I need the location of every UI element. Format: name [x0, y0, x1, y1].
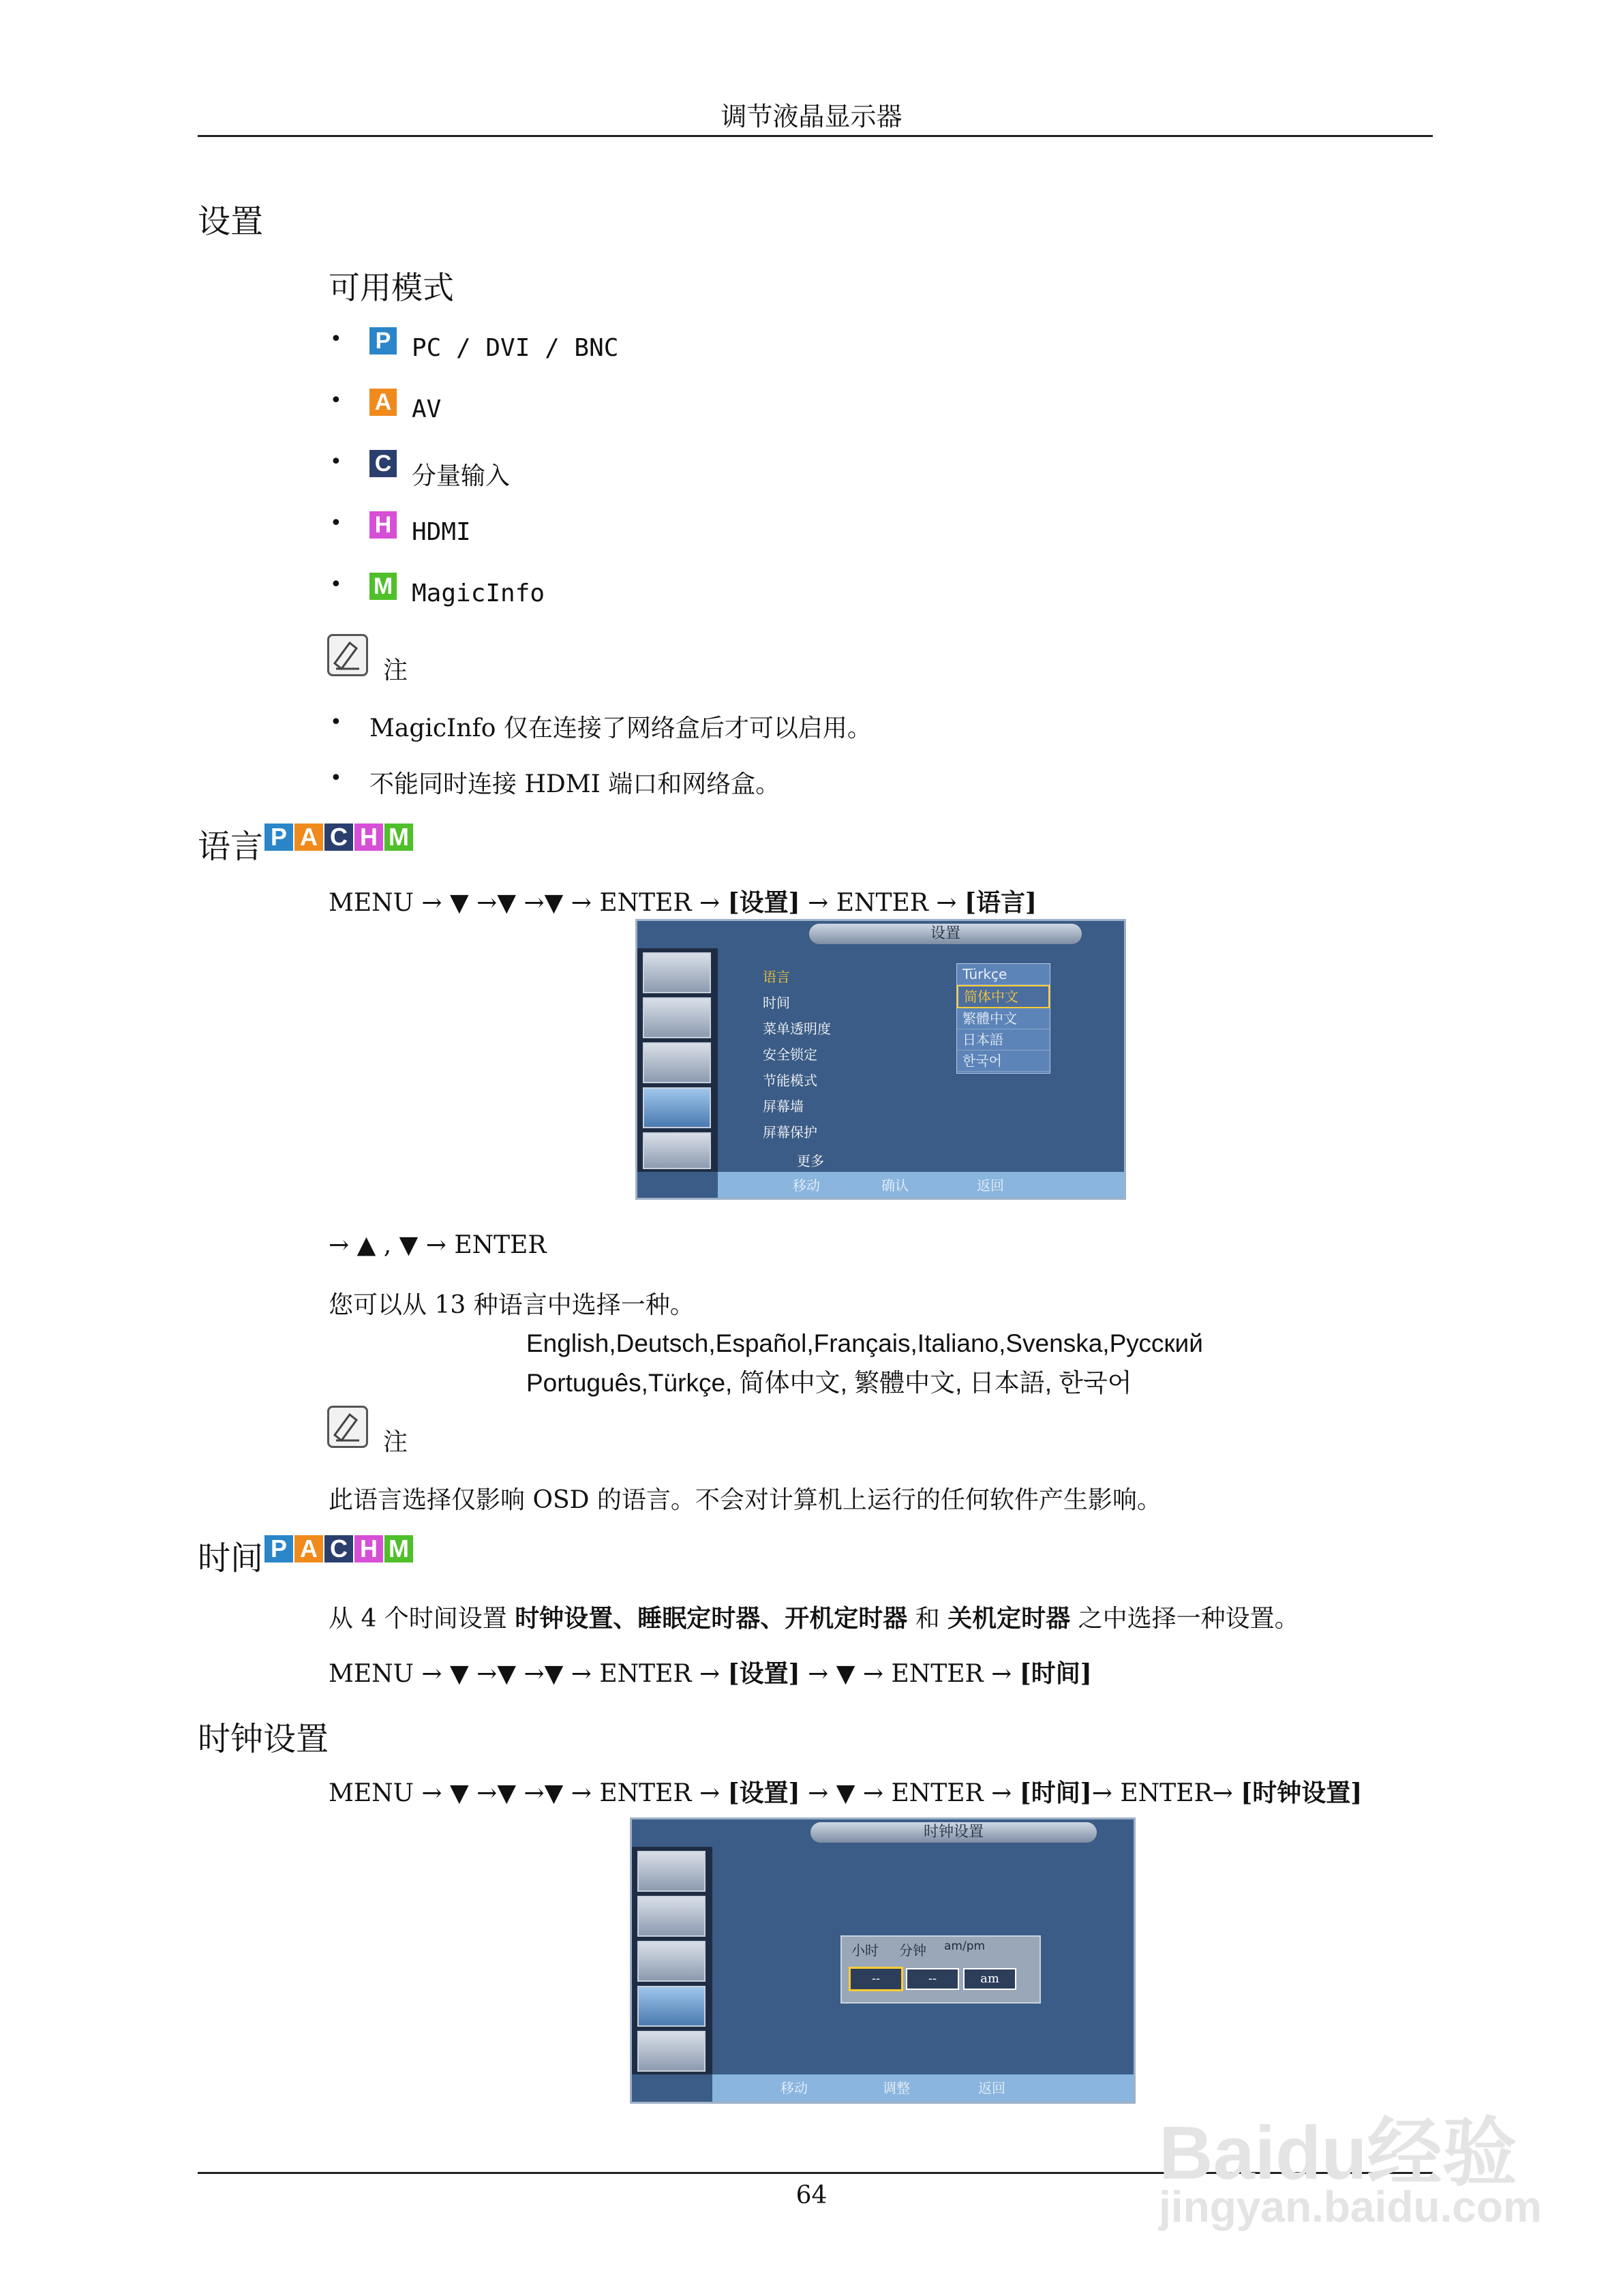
osd-language-screenshot: [635, 919, 1126, 1200]
osd-more-item[interactable]: 更多: [797, 1153, 824, 1169]
bullet: •: [330, 511, 342, 535]
bullet: •: [330, 450, 342, 474]
osd-footer: [718, 1172, 1126, 1199]
osd-footer: [712, 2074, 1136, 2102]
bullet: •: [330, 327, 342, 351]
osd-title: 时钟设置: [810, 1822, 1097, 1843]
section-title-time: 时间: [198, 1539, 264, 1577]
path-text: → ENTER →: [808, 889, 957, 917]
osd-footer-move: 移动: [780, 2080, 808, 2096]
language-list-line-2: Português,Türkçe, 简体中文, 繁體中文, 日本語, 한국어: [526, 1369, 1132, 1397]
page-header-title: 调节液晶显示器: [721, 102, 902, 132]
section-title-setup: 设置: [198, 202, 264, 241]
osd-footer-return: 返回: [978, 2080, 1005, 2096]
mode-label: PC / DVI / BNC: [412, 334, 619, 362]
path-bracket-language: [语言]: [964, 888, 1037, 917]
mode-h-icon: H: [369, 511, 397, 539]
path-text: MENU → ▼ →▼ →▼ → ENTER →: [329, 889, 721, 917]
note-icon: [327, 1406, 368, 1448]
path-bracket-setup: [设置]: [727, 1779, 800, 1807]
language-option[interactable]: 繁體中文: [957, 1008, 1050, 1029]
path-text: → ENTER→: [1091, 1779, 1233, 1807]
mode-badge-c-icon: C: [324, 1535, 353, 1562]
note-item-2: 不能同时连接 HDMI 端口和网络盒。: [369, 770, 780, 798]
osd-sound-icon: [637, 1941, 706, 1982]
path-text: MENU → ▼ →▼ →▼ → ENTER →: [329, 1779, 721, 1807]
osd-footer-adjust: 调整: [883, 2080, 910, 2096]
clock-ampm-field[interactable]: am: [963, 1968, 1016, 1990]
baidu-watermark-logo: Baidu经验: [1159, 2111, 1517, 2195]
language-nav-line: → ▲ , ▼ → ENTER: [329, 1231, 547, 1259]
osd-sound-icon: [643, 1042, 711, 1083]
mode-badge-h-icon: H: [354, 824, 383, 851]
section-title-language: 语言: [198, 828, 264, 866]
available-modes-title: 可用模式: [329, 269, 454, 306]
header-rule: [198, 135, 1433, 137]
path-bracket-setup: [设置]: [727, 888, 800, 917]
osd-multi-icon: [643, 1132, 711, 1169]
osd-multi-icon: [637, 2031, 706, 2072]
language-option[interactable]: 日本語: [957, 1029, 1050, 1051]
osd-footer-return: 返回: [977, 1177, 1004, 1194]
osd-sidebar: [637, 948, 718, 1172]
time-desc-text: 和: [907, 1605, 948, 1633]
mode-badge-m-icon: M: [384, 824, 413, 851]
mode-m-icon: M: [369, 573, 397, 600]
mode-label: 分量输入: [412, 462, 511, 490]
osd-menu-item[interactable]: 安全锁定: [763, 1046, 817, 1063]
note-label: 注: [383, 1428, 408, 1456]
language-list-line-1: English,Deutsch,Español,Français,Italiano,Svenska,Русский: [526, 1329, 1203, 1357]
bullet: •: [330, 710, 342, 734]
time-desc-text: 从 4 个时间设置: [329, 1605, 515, 1633]
mode-p-icon: P: [369, 327, 397, 354]
osd-menu-item[interactable]: 语言: [763, 969, 790, 985]
mode-badge-a-icon: A: [294, 1535, 323, 1562]
osd-input-icon: [643, 952, 711, 993]
clock-minute-field[interactable]: --: [906, 1968, 959, 1990]
time-desc-text: 之中选择一种设置。: [1070, 1605, 1299, 1633]
osd-picture-icon: [637, 1896, 706, 1937]
page-number: 64: [795, 2181, 828, 2209]
clock-hour-field[interactable]: --: [849, 1967, 903, 1991]
clock-panel: [840, 1935, 1041, 2004]
mode-label: MagicInfo: [412, 579, 545, 607]
osd-picture-icon: [643, 997, 711, 1038]
note-label: 注: [383, 656, 408, 684]
language-menu-path: [329, 883, 1037, 918]
mode-a-icon: A: [369, 389, 397, 416]
pachm-badges: [264, 1535, 414, 1562]
path-text: MENU → ▼ →▼ →▼ → ENTER →: [329, 1660, 721, 1688]
osd-menu-item[interactable]: 屏幕墙: [763, 1098, 804, 1115]
language-desc: 您可以从 13 种语言中选择一种。: [329, 1291, 695, 1319]
note-icon: [327, 634, 368, 676]
bullet: •: [330, 389, 342, 412]
osd-title: 设置: [809, 924, 1082, 944]
note-item-1: MagicInfo 仅在连接了网络盒后才可以启用。: [369, 714, 872, 742]
osd-language-dropdown: [956, 963, 1050, 1074]
pachm-badges: [264, 824, 414, 851]
clock-label-ampm: am/pm: [944, 1939, 986, 1953]
clock-label-minute: 分钟: [899, 1942, 926, 1959]
osd-sidebar: [632, 1847, 712, 2074]
mode-badge-p-icon: P: [264, 824, 293, 851]
osd-setup-gear-icon: [637, 1986, 706, 2027]
language-note: 此语言选择仅影响 OSD 的语言。不会对计算机上运行的任何软件产生影响。: [329, 1486, 1162, 1514]
mode-badge-m-icon: M: [384, 1535, 413, 1562]
clock-menu-path: [329, 1774, 1362, 1809]
baidu-watermark-url: jingyan.baidu.com: [1159, 2182, 1542, 2231]
path-bracket-time: [时间]: [1019, 1659, 1092, 1688]
mode-badge-h-icon: H: [354, 1535, 383, 1562]
mode-label: HDMI: [412, 518, 471, 546]
path-text: → ▼ → ENTER →: [808, 1779, 1012, 1807]
osd-menu-item[interactable]: 节能模式: [763, 1072, 817, 1089]
mode-c-icon: C: [369, 450, 397, 477]
language-options: [957, 964, 1050, 1072]
mode-badge-c-icon: C: [324, 824, 353, 851]
time-desc-options: 时钟设置、睡眠定时器、开机定时器: [515, 1604, 908, 1633]
osd-menu-item[interactable]: 菜单透明度: [763, 1021, 831, 1037]
language-option[interactable]: 한국어: [957, 1051, 1050, 1072]
osd-menu-item[interactable]: 屏幕保护: [763, 1124, 817, 1141]
time-desc: [329, 1599, 1299, 1634]
mode-badge-p-icon: P: [264, 1535, 293, 1562]
osd-footer-move: 移动: [793, 1177, 820, 1194]
clock-label-hour: 小时: [851, 1942, 879, 1959]
section-title-clock: 时钟设置: [198, 1720, 329, 1758]
mode-badge-a-icon: A: [294, 824, 323, 851]
path-text: → ▼ → ENTER →: [808, 1660, 1012, 1688]
bullet: •: [330, 573, 342, 596]
language-option[interactable]: 简体中文: [957, 985, 1050, 1008]
osd-setup-gear-icon: [643, 1087, 711, 1128]
time-desc-option-off: 关机定时器: [947, 1604, 1071, 1633]
osd-footer-confirm: 确认: [881, 1177, 909, 1194]
path-bracket-setup: [设置]: [727, 1659, 800, 1688]
osd-input-icon: [637, 1851, 706, 1892]
mode-label: AV: [412, 395, 442, 423]
path-bracket-time: [时间]: [1019, 1779, 1092, 1807]
language-option[interactable]: Türkçe: [957, 964, 1050, 985]
time-menu-path: [329, 1655, 1092, 1689]
path-bracket-clock: [时钟设置]: [1241, 1779, 1363, 1807]
bullet: •: [330, 766, 342, 790]
osd-menu-item[interactable]: 时间: [763, 995, 790, 1011]
osd-clock-screenshot: [630, 1817, 1136, 2104]
